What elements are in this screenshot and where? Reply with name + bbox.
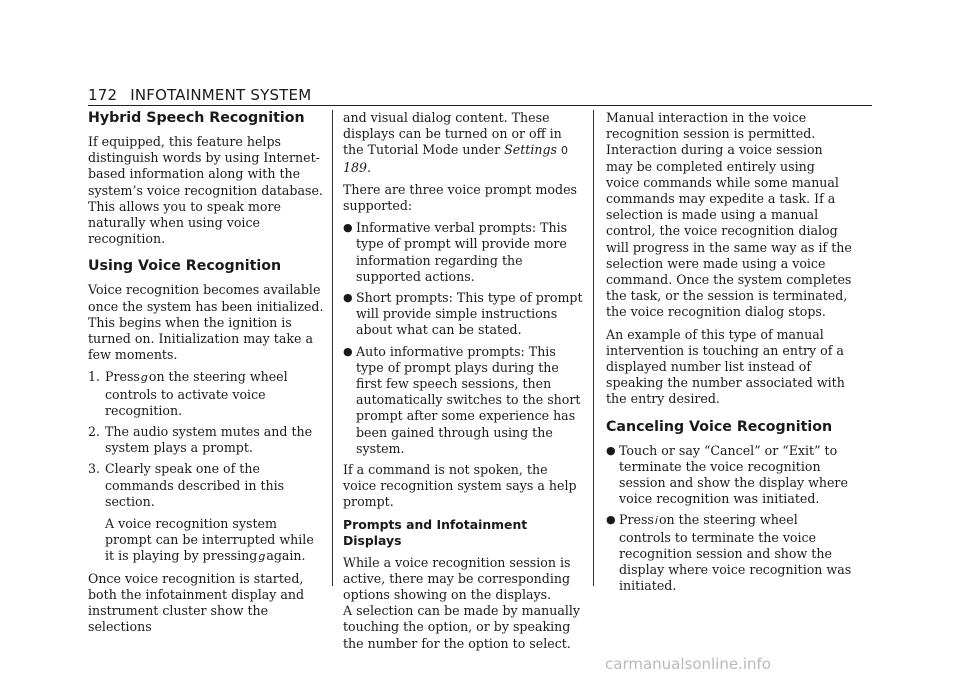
- step-number: 1.: [88, 369, 101, 385]
- steps-list: [88, 369, 324, 565]
- paragraph: If equipped, this feature helps distinguish words by using Internet-based information along with the system’s voice recognition database. This allows you to speak more naturally when using voice recognition.: [88, 134, 323, 247]
- bullet-icon: ●: [606, 443, 616, 457]
- cancel-list: [606, 443, 852, 595]
- list-item: 2. The audio system mutes and the system plays a prompt.: [88, 424, 313, 456]
- heading-using-voice: Using Voice Recognition: [88, 258, 282, 275]
- paragraph: If a command is not spoken, the voice recognition system says a help prompt.: [343, 462, 577, 510]
- heading-hybrid-speech: Hybrid Speech Recognition: [88, 110, 305, 126]
- list-item: 1. Pressgon the steering wheel controls to activate voice recognition.: [88, 369, 288, 418]
- bullet-icon: ●: [606, 513, 616, 527]
- list-item: ● Informative verbal prompts: This type of prompt will provide more information regarding the supported actions.: [343, 220, 568, 284]
- watermark: carmanualsonline.info: [605, 655, 771, 673]
- list-item: ● Pression the steering wheel controls to terminate the voice recognition session and show the display where voice recognition was initiated.: [606, 512, 852, 594]
- column-3: [606, 110, 852, 599]
- prompt-modes-list: [343, 220, 583, 457]
- list-item: 3. Clearly speak one of the commands described in this section. A voice recognition system prompt can be interrupted while it is playing by pressinggagain.: [88, 461, 324, 565]
- header-rule: [88, 105, 872, 106]
- list-item: ● Auto informative prompts: This type of prompt plays during the first few speech sessions, then automatically switches to the short prompt after some experience has been gained through using the system.: [343, 343, 581, 456]
- page-reference-icon: 0: [561, 144, 569, 158]
- bullet-icon: ●: [343, 344, 353, 358]
- column-divider: [593, 110, 594, 586]
- list-item: ● Touch or say “Cancel” or “Exit” to terminate the voice recognition session and show the display where voice recognition was initiated.: [606, 442, 848, 507]
- page-header: [88, 86, 311, 104]
- bullet-icon: ●: [343, 291, 353, 305]
- paragraph: and visual dialog content. These displays can be turned on or off in the Tutorial Mode under Settings 0 189.: [343, 110, 569, 175]
- column-2: [343, 110, 583, 658]
- step-note: A voice recognition system prompt can be interrupted while it is playing by pressinggagain.: [105, 516, 314, 564]
- step-number: 3.: [88, 461, 101, 477]
- heading-canceling-voice: Canceling Voice Recognition: [606, 418, 833, 435]
- column-divider: [332, 110, 333, 586]
- settings-link[interactable]: Settings: [504, 142, 558, 158]
- column-1: [88, 110, 324, 641]
- paragraph: There are three voice prompt modes supported:: [343, 181, 577, 214]
- step-number: 2.: [88, 424, 101, 440]
- page-reference[interactable]: 189: [343, 159, 368, 175]
- paragraph: A selection can be made by manually touching the option, or by speaking the number for the option to select.: [343, 603, 581, 651]
- paragraph: While a voice recognition session is active, there may be corresponding options showing on the displays.: [343, 554, 571, 603]
- voice-button-icon: g: [140, 371, 148, 385]
- paragraph: Voice recognition becomes available once the system has been initialized. This begins when the ignition is turned on. Initialization may take a few moments.: [88, 282, 324, 363]
- page-number: 172: [88, 86, 118, 104]
- paragraph: Manual interaction in the voice recognition session is permitted. Interaction during a voice session may be completed entirely using voice commands while some manual commands may expedite a task. If a selection is made using a manual control, the voice recognition dialog will progress in the same way as if the selection were made using a voice command. Once the system completes the task, or the session is terminated, the voice recognition dialog stops.: [606, 110, 852, 320]
- paragraph: An example of this type of manual intervention is touching an entry of a displayed number list instead of speaking the number associated with the entry desired.: [606, 326, 845, 407]
- heading-prompts-displays: Prompts and Infotainment Displays: [343, 516, 528, 548]
- list-item: ● Short prompts: This type of prompt will provide simple instructions about what can be stated.: [343, 290, 583, 338]
- bullet-icon: ●: [343, 221, 353, 235]
- section-title: INFOTAINMENT SYSTEM: [130, 86, 312, 104]
- paragraph: Once voice recognition is started, both the infotainment display and instrument cluster show the selections: [88, 570, 305, 635]
- end-call-button-icon: i: [654, 514, 658, 528]
- voice-button-icon: g: [258, 550, 266, 564]
